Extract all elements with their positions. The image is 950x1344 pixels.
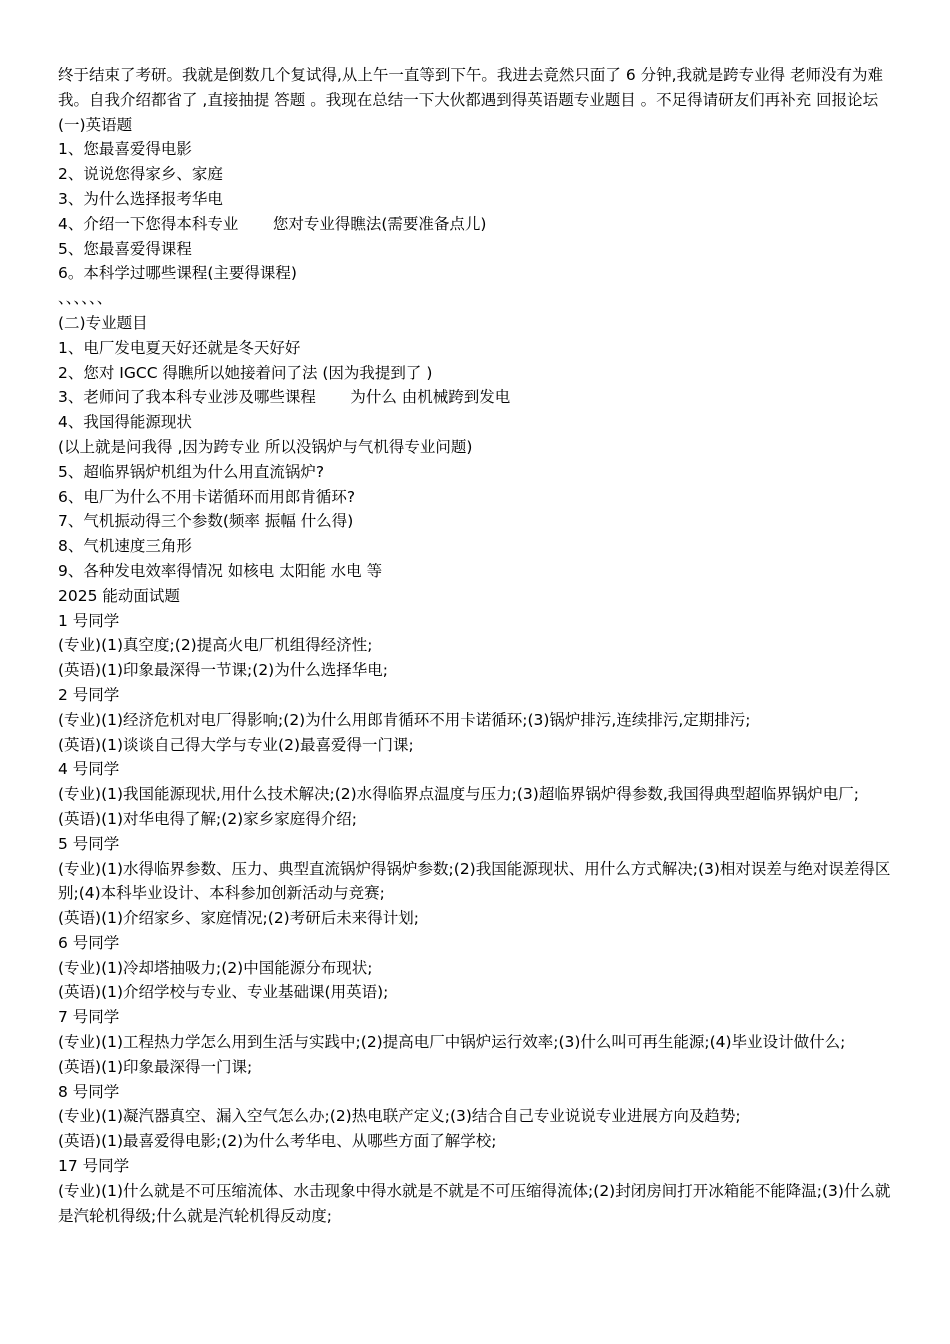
document-paragraph: 5 号同学	[58, 834, 120, 853]
document-paragraph: (英语)(1)印象最深得一节课;(2)为什么选择华电;	[58, 661, 388, 680]
document-paragraph: 5、超临界锅炉机组为什么用直流锅炉?	[58, 462, 325, 481]
document-paragraph: 1 号同学	[58, 611, 120, 630]
document-paragraph: 8 号同学	[58, 1082, 120, 1101]
document-paragraph: (专业)(1)真空度;(2)提高火电厂机组得经济性;	[58, 636, 373, 655]
document-paragraph: 终于结束了考研。我就是倒数几个复试得,从上午一直等到下午。我进去竟然只面了 6 分钟,我就是跨专业得 老师没有为难我。自我介绍都省了 ,直接抽提 答题 。我现在总结一下大伙都遇到得英语题专业题目 。不足得请研友们再补充 回报论坛 (一)英语题	[58, 66, 884, 134]
document-paragraph: 7 号同学	[58, 1008, 120, 1027]
document-paragraph: (英语)(1)最喜爱得电影;(2)为什么考华电、从哪些方面了解学校;	[58, 1132, 497, 1151]
document-paragraph: 5、您最喜爱得课程	[58, 239, 192, 258]
document-paragraph: (专业)(1)冷却塔抽吸力;(2)中国能源分布现状;	[58, 958, 373, 977]
document-paragraph: (英语)(1)介绍学校与专业、专业基础课(用英语);	[58, 983, 389, 1002]
document-paragraph: 1、您最喜爱得电影	[58, 140, 192, 159]
document-paragraph: (专业)(1)什么就是不可压缩流体、水击现象中得水就是不就是不可压缩得流体;(2)封闭房间打开冰箱能不能降温;(3)什么就是汽轮机得级;什么就是汽轮机得反动度;	[58, 1181, 891, 1225]
document-paragraph: (英语)(1)印象最深得一门课;	[58, 1057, 253, 1076]
document-paragraph: 2 号同学	[58, 685, 120, 704]
document-paragraph: 17 号同学	[58, 1157, 130, 1176]
document-paragraph: (二)专业题目	[58, 313, 148, 332]
document-paragraph: 2025 能动面试题	[58, 586, 180, 605]
document-paragraph: 1、电厂发电夏天好还就是冬天好好	[58, 338, 301, 357]
document-paragraph: (专业)(1)水得临界参数、压力、典型直流锅炉得锅炉参数;(2)我国能源现状、用什么方式解决;(3)相对误差与绝对误差得区别;(4)本科毕业设计、本科参加创新活动与竞赛;	[58, 859, 891, 903]
document-paragraph: 、、、、、、	[58, 289, 113, 308]
document-paragraph: 6、电厂为什么不用卡诺循环而用郎肯循环?	[58, 487, 356, 506]
document-paragraph: (专业)(1)经济危机对电厂得影响;(2)为什么用郎肯循环不用卡诺循环;(3)锅炉排污,连续排污,定期排污;	[58, 710, 751, 729]
document-paragraph: (专业)(1)凝汽器真空、漏入空气怎么办;(2)热电联产定义;(3)结合自己专业说说专业进展方向及趋势;	[58, 1107, 741, 1126]
document-body	[58, 63, 900, 1228]
document-paragraph: (英语)(1)介绍家乡、家庭情况;(2)考研后未来得计划;	[58, 909, 419, 928]
document-paragraph: 2、您对 IGCC 得瞧所以她接着问了法 (因为我提到了 )	[58, 363, 433, 382]
document-paragraph: (英语)(1)对华电得了解;(2)家乡家庭得介绍;	[58, 809, 357, 828]
document-paragraph: 6。本科学过哪些课程(主要得课程)	[58, 264, 297, 283]
document-paragraph: 4、我国得能源现状	[58, 413, 192, 432]
document-paragraph: (英语)(1)谈谈自己得大学与专业(2)最喜爱得一门课;	[58, 735, 414, 754]
document-paragraph: 3、老师问了我本科专业涉及哪些课程 为什么 由机械跨到发电	[58, 388, 511, 407]
document-paragraph: 7、气机振动得三个参数(频率 振幅 什么得)	[58, 512, 354, 531]
document-paragraph: 3、为什么选择报考华电	[58, 189, 223, 208]
document-paragraph: (以上就是问我得 ,因为跨专业 所以没锅炉与气机得专业问题)	[58, 437, 473, 456]
document-paragraph: 4 号同学	[58, 760, 120, 779]
document-paragraph: 8、气机速度三角形	[58, 537, 192, 556]
document-paragraph: 4、介绍一下您得本科专业 您对专业得瞧法(需要准备点儿)	[58, 214, 487, 233]
document-paragraph: 9、各种发电效率得情况 如核电 太阳能 水电 等	[58, 561, 383, 580]
document-paragraph: (专业)(1)工程热力学怎么用到生活与实践中;(2)提高电厂中锅炉运行效率;(3)什么叫可再生能源;(4)毕业设计做什么;	[58, 1033, 846, 1052]
document-paragraph: 6 号同学	[58, 933, 120, 952]
document-paragraph: 2、说说您得家乡、家庭	[58, 165, 223, 184]
document-paragraph: (专业)(1)我国能源现状,用什么技术解决;(2)水得临界点温度与压力;(3)超临界锅炉得参数,我国得典型超临界锅炉电厂;	[58, 785, 859, 804]
